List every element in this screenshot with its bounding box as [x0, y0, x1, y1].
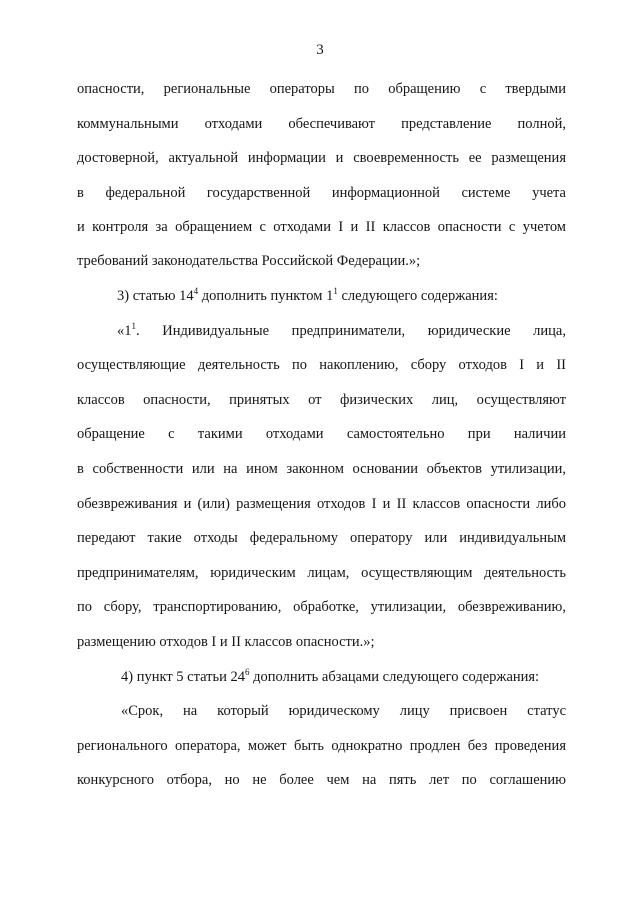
text-segment: дополнить пунктом 1	[198, 288, 334, 304]
page-number: 3	[316, 42, 324, 58]
text-line: требований законодательства Российской Федерации.»;	[77, 253, 421, 269]
text-line: размещению отходов I и II классов опасности.»;	[77, 634, 375, 650]
text-segment: следующего содержания:	[337, 288, 498, 304]
text-line: классов опасности, принятых от физических лиц, осуществляют	[77, 392, 566, 408]
text-line: по сбору, транспортированию, обработке, утилизации, обезвреживанию,	[77, 599, 566, 615]
text-line: в собственности или на ином законном основании объектов утилизации,	[77, 461, 566, 477]
paragraph-item-3	[117, 286, 566, 306]
superscript: 6	[245, 667, 250, 677]
text-line: конкурсного отбора, но не более чем на пять лет по соглашению	[77, 772, 566, 788]
text-line: осуществляющие деятельность по накоплению, сбору отходов I и II	[77, 357, 566, 373]
text-line: обращение с такими отходами самостоятельно при наличии	[77, 426, 566, 442]
text-line: достоверной, актуальной информации и своевременность ее размещения	[77, 150, 566, 166]
text-line: предпринимателям, юридическим лицам, осуществляющим деятельность	[77, 565, 566, 581]
text-line: в федеральной государственной информационной системе учета	[77, 185, 566, 201]
text-line: передают такие отходы федеральному оператору или индивидуальным	[77, 530, 566, 546]
text-line: обезвреживания и (или) размещения отходов I и II классов опасности либо	[77, 496, 566, 512]
paragraph-item-4	[121, 667, 566, 687]
superscript: 1	[333, 286, 338, 296]
text-line: и контроля за обращением с отходами I и II классов опасности с учетом	[77, 219, 566, 235]
text-line: коммунальными отходами обеспечивают представление полной,	[77, 116, 566, 132]
text-segment: . Индивидуальные предприниматели, юридические лица,	[136, 323, 566, 339]
superscript: 1	[131, 321, 136, 331]
superscript: 4	[193, 286, 199, 296]
text-line: регионального оператора, может быть однократно продлен без проведения	[77, 738, 566, 754]
text-segment: дополнить абзацами следующего содержания:	[249, 669, 540, 685]
paragraph-quote-start	[117, 321, 566, 341]
text-line: опасности, региональные операторы по обращению с твердыми	[77, 81, 566, 97]
text-segment: 4) пункт 5 статьи 24	[121, 669, 246, 685]
text-segment: 3) статью 14	[117, 288, 194, 304]
text-segment: «1	[117, 323, 132, 339]
paragraph-quote-start: «Срок, на который юридическому лицу присвоен статус	[121, 703, 566, 719]
